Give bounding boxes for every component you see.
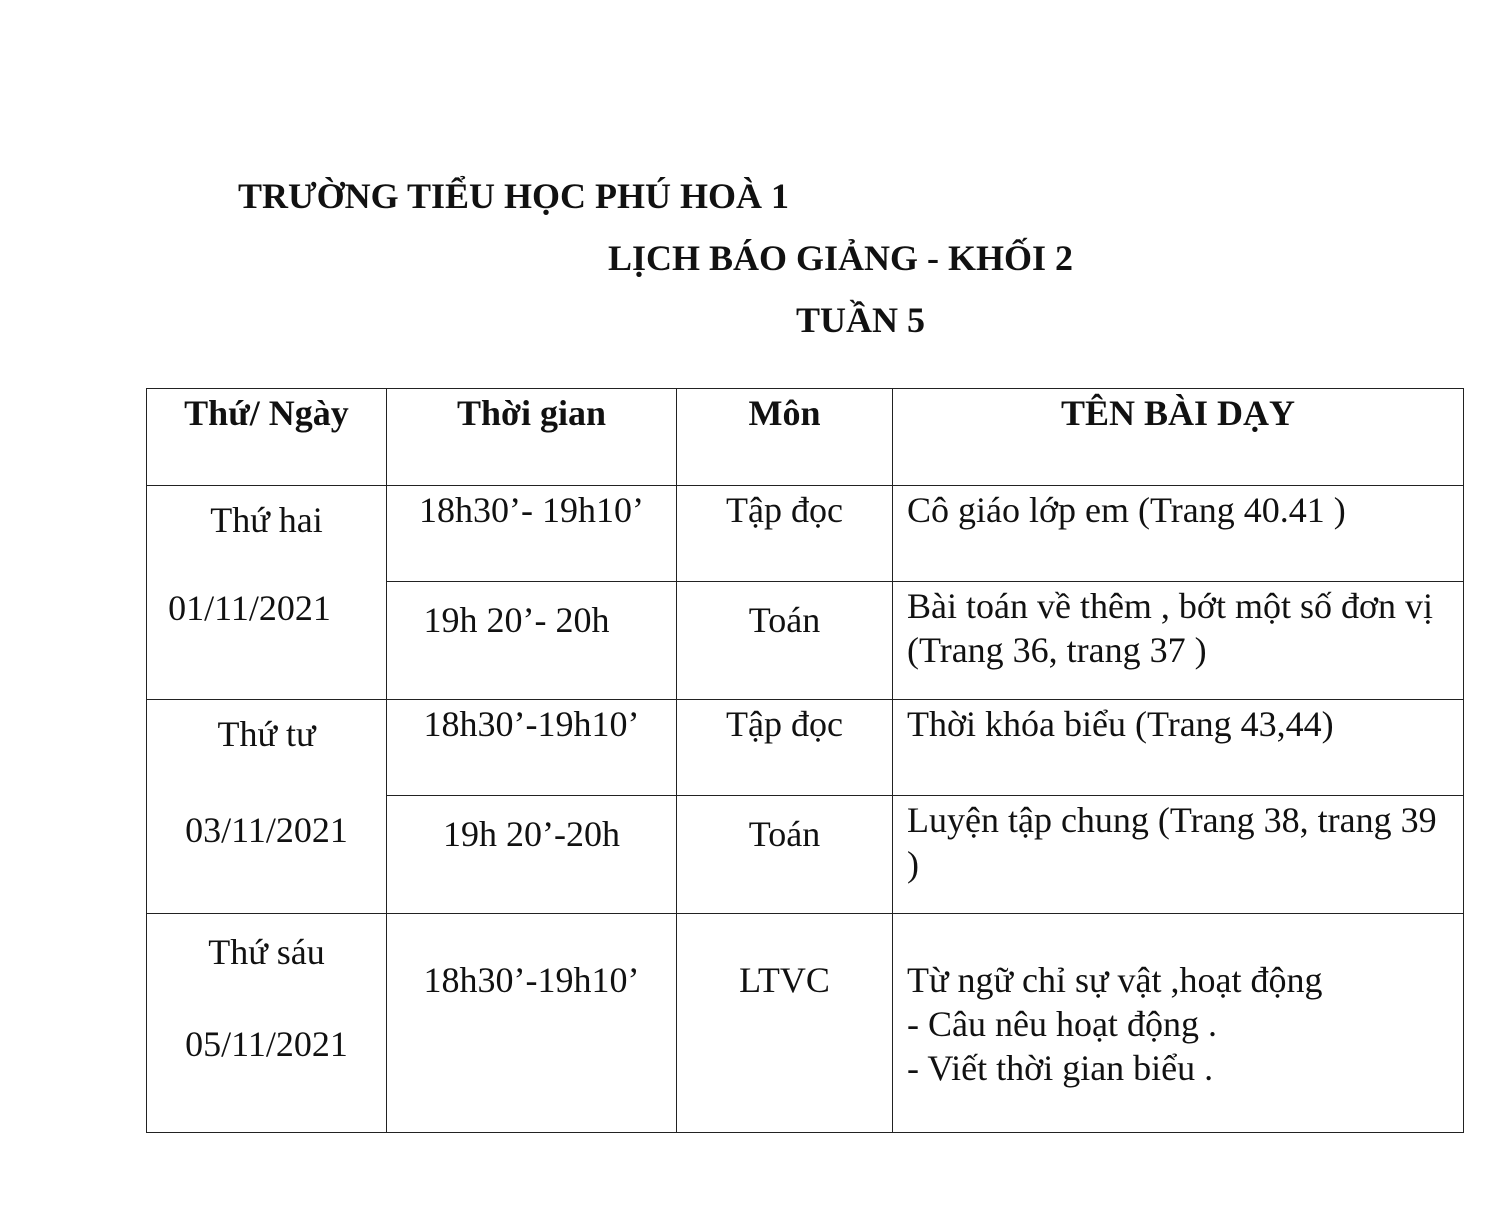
lesson-cell <box>893 582 1464 700</box>
table-row <box>147 914 1464 1133</box>
subject-cell <box>677 914 893 1133</box>
day-cell <box>147 914 387 1133</box>
day-date: 03/11/2021 <box>185 810 348 850</box>
session-lesson-lines <box>907 914 1453 1090</box>
subject-cell <box>677 796 893 914</box>
table-header-row <box>147 389 1464 486</box>
lesson-line: - Câu nêu hoạt động . <box>907 1004 1217 1044</box>
column-header-lesson-label: TÊN BÀI DẠY <box>1060 393 1296 433</box>
time-cell <box>387 914 677 1133</box>
week-label: TUẦN 5 <box>796 300 926 340</box>
session-subject: Toán <box>748 814 821 854</box>
session-lesson: Thời khóa biểu (Trang 43,44) <box>907 704 1334 744</box>
column-header-day-label: Thứ/ Ngày <box>184 393 349 433</box>
schedule-table <box>146 388 1464 1133</box>
table-row <box>147 700 1464 796</box>
day-cell <box>147 486 387 700</box>
session-time: 18h30’- 19h10’ <box>419 490 644 530</box>
day-date: 05/11/2021 <box>185 1024 348 1064</box>
day-name: Thứ sáu <box>208 932 325 972</box>
day-name: Thứ hai <box>210 500 323 540</box>
session-lesson: Luyện tập chung (Trang 38, trang 39 ) <box>907 800 1437 884</box>
session-lesson: Cô giáo lớp em (Trang 40.41 ) <box>907 490 1346 530</box>
lesson-cell <box>893 486 1464 582</box>
school-name: TRƯỜNG TIỂU HỌC PHÚ HOÀ 1 <box>238 176 790 216</box>
lesson-line: - Viết thời gian biểu . <box>907 1048 1214 1088</box>
column-header-day <box>147 389 387 486</box>
subject-cell <box>677 486 893 582</box>
column-header-lesson <box>893 389 1464 486</box>
column-header-subject-label: Môn <box>748 393 821 433</box>
session-subject: Tập đọc <box>726 490 843 530</box>
session-subject: Toán <box>748 600 821 640</box>
schedule-title: LỊCH BÁO GIẢNG - KHỐI 2 <box>608 238 1074 278</box>
session-time: 18h30’-19h10’ <box>423 704 640 744</box>
lesson-cell <box>893 796 1464 914</box>
column-header-time-label: Thời gian <box>457 393 606 433</box>
lesson-cell <box>893 700 1464 796</box>
table-row <box>147 486 1464 582</box>
session-time: 19h 20’- 20h <box>423 600 610 640</box>
day-date: 01/11/2021 <box>168 588 331 628</box>
day-cell <box>147 700 387 914</box>
lesson-line: Từ ngữ chỉ sự vật ,hoạt động <box>907 960 1323 1000</box>
session-time: 18h30’-19h10’ <box>423 960 640 1000</box>
session-lesson: Bài toán về thêm , bớt một số đơn vị (Trang 36, trang 37 ) <box>907 586 1434 670</box>
lesson-cell <box>893 914 1464 1133</box>
time-cell <box>387 582 677 700</box>
session-subject: LTVC <box>739 960 830 1000</box>
session-time: 19h 20’-20h <box>443 814 620 854</box>
column-header-time <box>387 389 677 486</box>
day-name: Thứ tư <box>217 714 316 754</box>
column-header-subject <box>677 389 893 486</box>
subject-cell <box>677 700 893 796</box>
time-cell <box>387 796 677 914</box>
subject-cell <box>677 582 893 700</box>
session-subject: Tập đọc <box>726 704 843 744</box>
time-cell <box>387 486 677 582</box>
time-cell <box>387 700 677 796</box>
